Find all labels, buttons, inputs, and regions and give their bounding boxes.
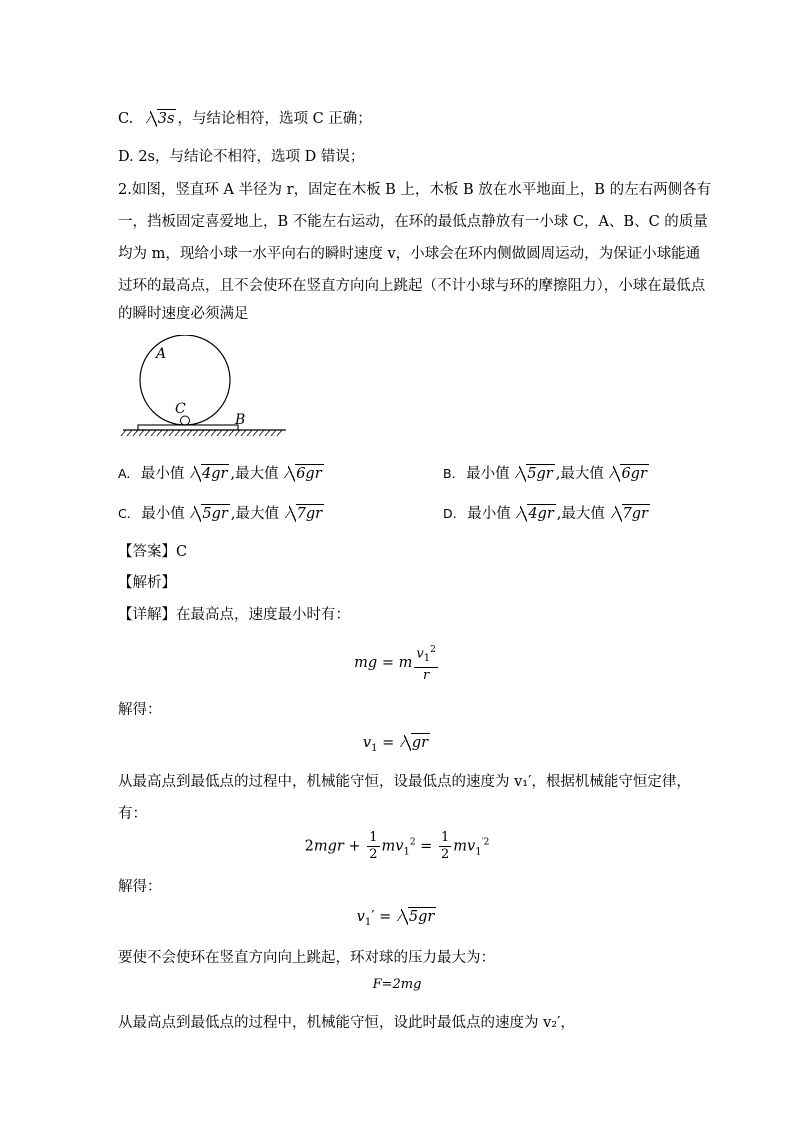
prev-option-c-text: ，与结论相符，选项 C 正确； [177, 111, 372, 127]
you-label: 有： [118, 806, 147, 822]
choice-a-max-sqrt: 6gr [284, 464, 323, 482]
energy-line: 从最高点到最低点的过程中，机械能守恒，设最低点的速度为 v₁′，根据机械能守恒定律， [118, 774, 691, 790]
hatch-stroke [157, 430, 162, 436]
equation-energy: 2mgr + $\frac{1}{2}$ $mv_1^2$ = $\frac{1}{2}$ $mv_1^{'2}$ [304, 830, 490, 862]
analysis-tag: 【解析】 [118, 575, 176, 591]
hatch-stroke [163, 430, 168, 436]
choice-a-max-label: ,最大值 [230, 466, 279, 482]
hatch-stroke [127, 430, 132, 436]
equation-v1: $v_1$ = gr [362, 735, 429, 754]
hatch-stroke [139, 430, 144, 436]
hatch-stroke [133, 430, 138, 436]
label-a: A [156, 346, 167, 362]
hatch-stroke [145, 430, 150, 436]
answer-line [118, 540, 187, 561]
hatch-stroke [241, 430, 246, 436]
question-line-4: 过环的最高点，且不会使环在竖直方向向上跳起（不计小球与环的摩擦阻力），小球在最低点 [118, 278, 706, 294]
choice-a-letter: A. [118, 466, 131, 481]
answer-value: C [176, 544, 188, 560]
equation-force: F=2mg [372, 977, 422, 992]
prev-option-d: D. 2s，与结论不相符，选项 D 错误； [118, 149, 365, 165]
detail-intro: 在最高点，速度最小时有： [176, 607, 350, 623]
equation-centripetal: mg = m $\frac{v_1^2}{r}$ [0, 642, 794, 684]
choice-c-letter: C. [118, 506, 131, 521]
hatch-stroke [187, 430, 192, 436]
answer-tag: 【答案】 [118, 544, 176, 560]
choice-d-min-label: 最小值 [467, 506, 511, 522]
hatch-stroke [247, 430, 252, 436]
choice-c[interactable] [118, 502, 325, 523]
prev-option-c [118, 107, 372, 128]
detail-intro-line [118, 603, 350, 624]
ball-c [181, 416, 190, 425]
choice-d-max-sqrt: 7gr [611, 504, 650, 522]
choice-c-min-sqrt: 5gr [190, 504, 229, 522]
hatch-stroke [181, 430, 186, 436]
hatch-stroke [211, 430, 216, 436]
detail-tag: 【详解】 [118, 607, 176, 623]
choice-d-min-sqrt: 4gr [516, 504, 555, 522]
choice-c-max-sqrt: 7gr [285, 504, 324, 522]
hatch-stroke [205, 430, 210, 436]
choice-c-max-label: ,最大值 [230, 506, 279, 522]
hatch-stroke [151, 430, 156, 436]
hatch-stroke [223, 430, 228, 436]
choice-a-min-label: 最小值 [140, 466, 185, 482]
label-b: B [235, 412, 246, 428]
choice-b-min-sqrt: 5gr [515, 464, 554, 482]
hatch-stroke [121, 430, 126, 436]
choice-b[interactable] [443, 462, 650, 483]
prev-option-c-label: C. [118, 111, 134, 127]
solve-label-1: 解得： [118, 702, 162, 718]
sqrt-3s: 3s [146, 109, 177, 127]
hatch-stroke [277, 430, 282, 436]
choice-c-min-label: 最小值 [141, 506, 185, 522]
hatch-stroke [169, 430, 174, 436]
choice-a-min-sqrt: 4gr [190, 464, 229, 482]
choice-d[interactable] [443, 502, 651, 523]
hatch-stroke [235, 430, 240, 436]
hatch-stroke [199, 430, 204, 436]
ring-jump-line: 要使不会使环在竖直方向向上跳起，环对球的压力最大为： [118, 950, 495, 966]
choice-d-max-label: ,最大值 [556, 506, 605, 522]
choice-b-min-label: 最小值 [466, 466, 510, 482]
last-line: 从最高点到最低点的过程中，机械能守恒，设此时最低点的速度为 v₂′， [118, 1015, 575, 1031]
hatch-stroke [217, 430, 222, 436]
question-line-2: 一，挡板固定喜爱地上，B 不能左右运动，在环的最低点静放有一小球 C，A、B、C 的质量 [118, 214, 708, 230]
hatch-stroke [259, 430, 264, 436]
label-c: C [175, 401, 186, 417]
choice-b-letter: B. [443, 466, 456, 481]
choice-d-letter: D. [443, 506, 457, 521]
choice-b-max-sqrt: 6gr [609, 464, 648, 482]
hatch-stroke [271, 430, 276, 436]
hatch-stroke [175, 430, 180, 436]
question-line-5: 的瞬时速度必须满足 [118, 306, 249, 322]
equation-v1-prime: $v_1' = 5gr$ [356, 909, 435, 928]
hatch-stroke [229, 430, 234, 436]
question-line-1: 2.如图，竖直环 A 半径为 r，固定在木板 B 上，木板 B 放在水平地面上，B 的左右两侧各有 [118, 182, 712, 198]
ring-figure [118, 335, 298, 440]
solve-label-2: 解得： [118, 879, 162, 895]
hatch-stroke [265, 430, 270, 436]
hatch-stroke [193, 430, 198, 436]
question-line-3: 均为 m，现给小球一水平向右的瞬时速度 v，小球会在环内侧做圆周运动，为保证小球能通 [118, 246, 701, 262]
hatch-stroke [253, 430, 258, 436]
ground-hatching [121, 430, 282, 436]
choice-a[interactable] [118, 462, 325, 483]
board-b [138, 425, 238, 430]
choice-b-max-label: ,最大值 [555, 466, 604, 482]
